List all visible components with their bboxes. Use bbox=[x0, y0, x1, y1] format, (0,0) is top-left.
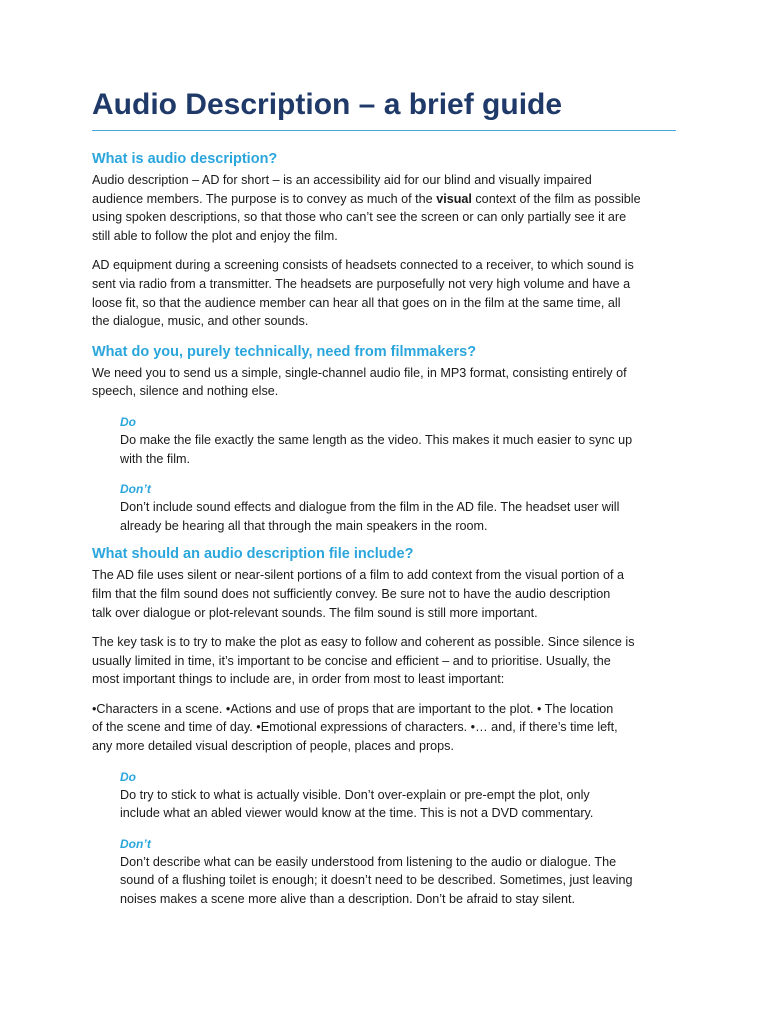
text-line: •Characters in a scene. •Actions and use of props that are important to the plot. • The location bbox=[92, 701, 614, 716]
text-line: of the scene and time of day. •Emotional expressions of characters. •… and, if there’s time left, bbox=[92, 720, 618, 735]
dont-block bbox=[92, 480, 676, 535]
text-line: AD equipment during a screening consists of headsets connected to a receiver, to which sound is bbox=[92, 258, 634, 273]
text-line: Audio description – AD for short – is an accessibility aid for our blind and visually impaired bbox=[92, 173, 592, 187]
dont-block bbox=[92, 835, 676, 909]
text-line: sound of a flushing toilet is enough; it doesn’t need to be described. Sometimes, just leaving bbox=[120, 873, 633, 888]
paragraph bbox=[120, 786, 676, 823]
text-line: usually limited in time, it’s important to be concise and efficient – and to prioritise. Usually, the bbox=[92, 653, 611, 668]
text-line: the dialogue, music, and other sounds. bbox=[92, 314, 309, 329]
paragraph bbox=[92, 256, 676, 330]
paragraph bbox=[92, 171, 676, 245]
text-line: Don’t describe what can be easily understood from listening to the audio or dialogue. The bbox=[120, 854, 617, 869]
emphasis-visual: visual bbox=[436, 191, 472, 206]
do-label: Do bbox=[120, 414, 136, 429]
text-line: still able to follow the plot and enjoy the film. bbox=[92, 228, 338, 243]
do-block bbox=[92, 768, 676, 823]
do-block bbox=[92, 413, 676, 468]
text-line: any more detailed visual description of people, places and props. bbox=[92, 739, 454, 754]
page-title: Audio Description – a brief guide bbox=[92, 88, 563, 121]
text-line: include what an abled viewer would know at the time. This is not a DVD commentary. bbox=[120, 806, 594, 821]
section-technical-needs bbox=[92, 342, 676, 536]
paragraph bbox=[120, 853, 676, 909]
section-what-is-ad bbox=[92, 149, 676, 331]
text-line: Don’t include sound effects and dialogue from the film in the AD file. The headset user will bbox=[120, 500, 620, 515]
text-line: already be hearing all that through the main speakers in the room. bbox=[120, 518, 488, 533]
text-line: most important things to include are, in order from most to least important: bbox=[92, 672, 505, 687]
document-body bbox=[92, 149, 676, 918]
text-line: Do make the file exactly the same length as the video. This makes it much easier to sync up bbox=[120, 432, 633, 447]
text-line: using spoken descriptions, so that those who can’t see the screen or can only partially see it are bbox=[92, 210, 627, 225]
text-line: context of the film as possible bbox=[471, 191, 641, 206]
paragraph bbox=[120, 431, 676, 468]
paragraph bbox=[120, 498, 676, 535]
text-line: The key task is to try to make the plot as easy to follow and coherent as possible. Since silence is bbox=[92, 635, 635, 650]
do-label: Do bbox=[120, 769, 136, 784]
text-line: talk over dialogue or plot-relevant sounds. The film sound is still more important. bbox=[92, 605, 538, 620]
text-line: loose fit, so that the audience member can hear all that goes on in the film at the same time, all bbox=[92, 295, 621, 310]
dont-label: Don’t bbox=[120, 482, 151, 497]
section-heading: What do you, purely technically, need from filmmakers? bbox=[92, 343, 477, 360]
text-line: film that the film sound does not sufficiently convey. Be sure not to have the audio description bbox=[92, 586, 611, 601]
section-heading: What is audio description? bbox=[92, 151, 278, 167]
bullet-paragraph bbox=[92, 700, 676, 756]
text-line: audience members. The purpose is to convey as much of the bbox=[92, 191, 437, 206]
title-divider bbox=[92, 130, 676, 131]
text-line: with the film. bbox=[120, 451, 190, 466]
text-line: Do try to stick to what is actually visible. Don’t over-explain or pre-empt the plot, only bbox=[120, 787, 590, 802]
text-line: speech, silence and nothing else. bbox=[92, 384, 279, 399]
text-line: We need you to send us a simple, single-channel audio file, in MP3 format, consisting entirely of bbox=[92, 365, 627, 380]
text-line: noises makes a scene more alive than a description. Don’t be afraid to stay silent. bbox=[120, 892, 576, 907]
text-line: sent via radio from a transmitter. The headsets are purposefully not very high volume and have a bbox=[92, 276, 631, 291]
paragraph bbox=[92, 364, 676, 401]
paragraph bbox=[92, 566, 676, 622]
dont-label: Don’t bbox=[120, 836, 151, 851]
paragraph bbox=[92, 633, 676, 689]
section-heading: What should an audio description file include? bbox=[92, 546, 414, 563]
section-file-contents bbox=[92, 544, 676, 908]
text-line: The AD file uses silent or near-silent portions of a film to add context from the visual portion of a bbox=[92, 568, 624, 583]
